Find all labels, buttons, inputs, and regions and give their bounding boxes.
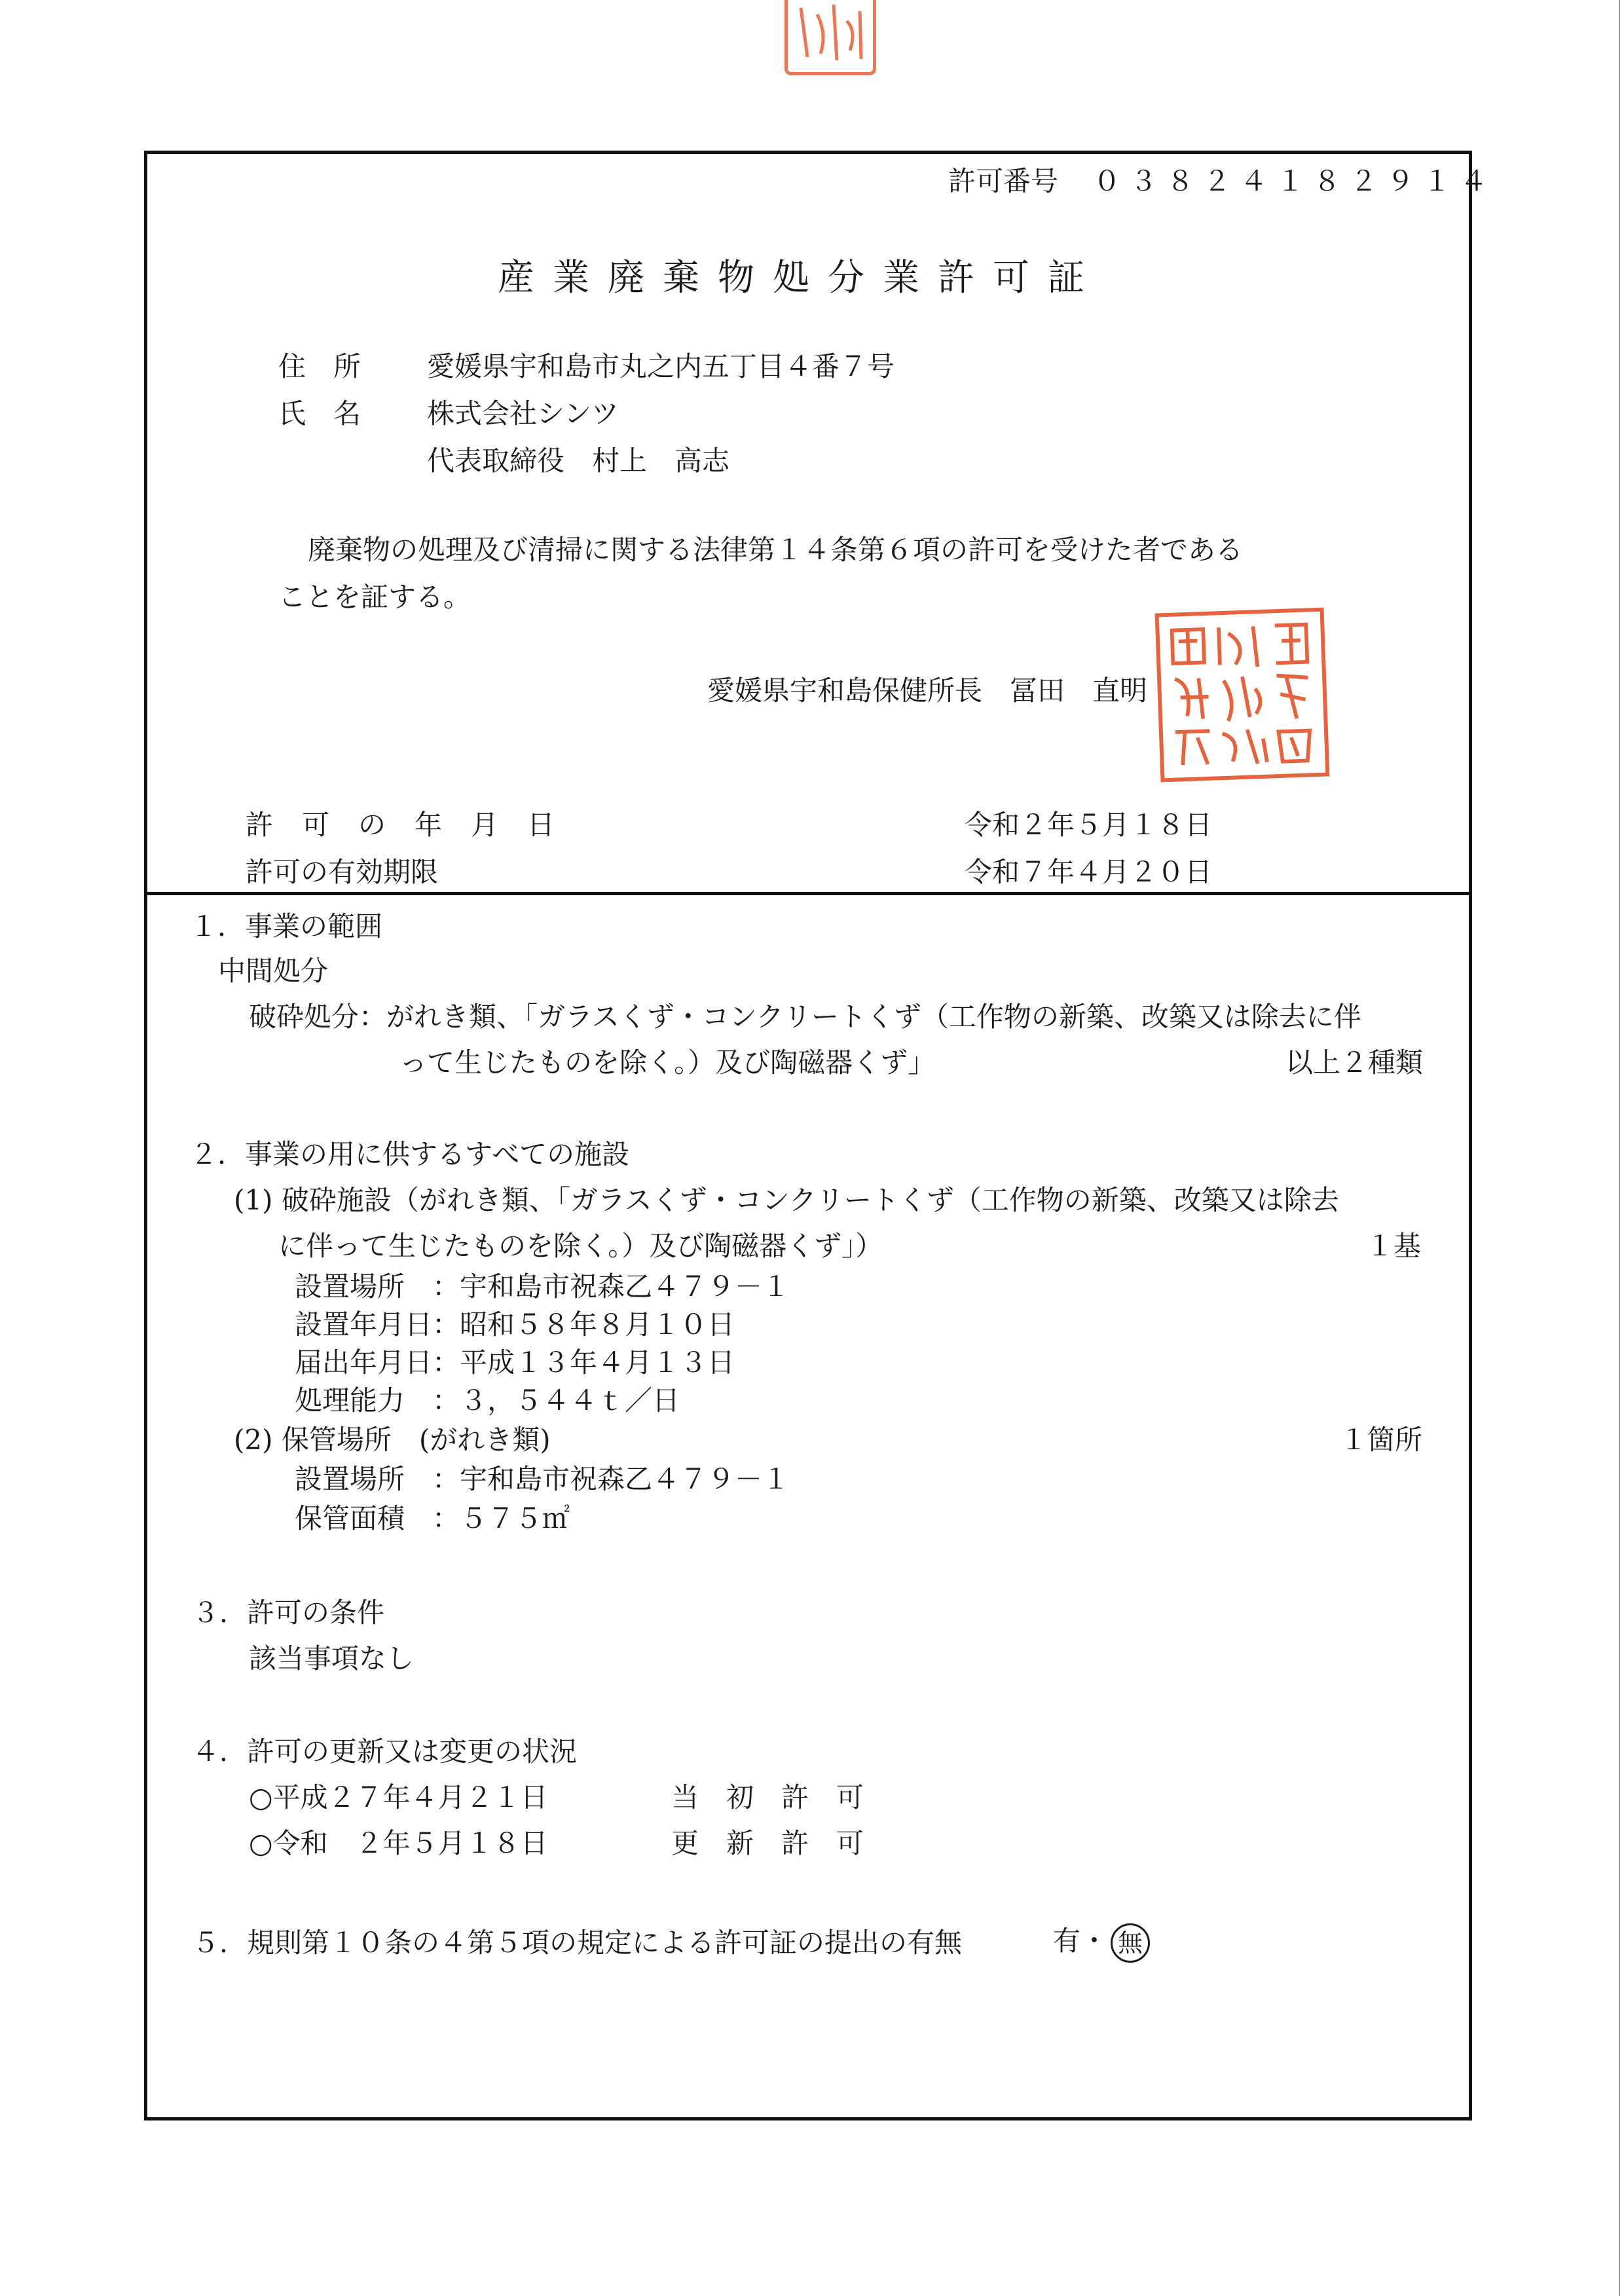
facility-2-count: １箇所 (1340, 1424, 1423, 1456)
permit-number-label: 許可番号 (948, 165, 1059, 197)
section-1-subheading: 中間処分 (218, 955, 329, 987)
section-divider (144, 892, 1472, 895)
facility-1-installed: 設置年月日：昭和５８年８月１０日 (295, 1308, 735, 1341)
name-label: 氏 名 (278, 398, 361, 430)
section-2-heading: ２．事業の用に供するすべての施設 (190, 1138, 630, 1170)
scan-edge-line (1619, 0, 1620, 2296)
submission-no-circled: 無 (1111, 1923, 1150, 1963)
facility-2-location: 設置場所 ：宇和島市祝森乙４７９－１ (295, 1463, 790, 1495)
section-3-body: 該当事項なし (249, 1642, 415, 1675)
facility-1-notified: 届出年月日：平成１３年４月１３日 (295, 1346, 735, 1379)
history-type-1: 当初許可 (671, 1781, 892, 1813)
facility-1-line-1: (1) 破砕施設（がれき類、「ガラスくず・コンクリートくず（工作物の新築、改築又は除去 (234, 1184, 1339, 1216)
expiry-label: 許可の有効期限 (246, 856, 439, 888)
partial-seal-stamp (784, 0, 876, 75)
address-label: 住 所 (278, 350, 361, 382)
address-value: 愛媛県宇和島市丸之内五丁目４番７号 (427, 350, 895, 382)
certification-line-2: ことを証する。 (278, 581, 471, 613)
facility-2-line-1: (2) 保管場所 (がれき類) (234, 1424, 551, 1456)
certificate-frame (144, 151, 1472, 2120)
history-type-2: 更新許可 (671, 1827, 892, 1859)
official-seal (1155, 608, 1330, 783)
submission-yes: 有・ (1053, 1925, 1109, 1957)
section-3-heading: ３．許可の条件 (192, 1597, 385, 1629)
company-name: 株式会社シンツ (427, 398, 619, 430)
submission-choice (1053, 1923, 1150, 1963)
certification-line-1: 廃棄物の処理及び清掃に関する法律第１４条第６項の許可を受けた者である (308, 534, 1244, 566)
section-4-heading: ４．許可の更新又は変更の状況 (192, 1735, 578, 1768)
permit-date-label-text: 許可の年月日 (246, 809, 584, 841)
section-1-count: 以上２種類 (1285, 1046, 1424, 1079)
issuer-name: 愛媛県宇和島保健所長 冨田 直明 (707, 675, 1148, 707)
section-1-line-2: って生じたものを除く。）及び陶磁器くず」 (399, 1046, 936, 1079)
permit-date-value: 令和２年５月１８日 (965, 809, 1213, 841)
expiry-value: 令和７年４月２０日 (965, 856, 1213, 888)
history-date-2: ○令和 ２年５月１８日 (249, 1827, 548, 1859)
permit-number-value: ０３８２４１８２９１４ (1093, 165, 1497, 197)
facility-1-location: 設置場所 ：宇和島市祝森乙４７９－１ (295, 1270, 790, 1303)
section-1-heading: １．事業の範囲 (190, 910, 383, 942)
facility-1-capacity: 処理能力 ：３，５４４ｔ／日 (295, 1384, 680, 1416)
facility-2-area: 保管面積 ：５７５㎡ (295, 1502, 570, 1534)
facility-1-count: １基 (1366, 1230, 1422, 1262)
facility-1-line-2: に伴って生じたものを除く。）及び陶磁器くず」） (278, 1230, 883, 1262)
permit-date-label (246, 809, 586, 842)
history-date-1: ○平成２７年４月２１日 (249, 1781, 548, 1813)
document-title: 産業廃棄物処分業許可証 (498, 257, 1103, 299)
permit-number (948, 165, 1496, 198)
representative-name: 代表取締役 村上 高志 (427, 445, 730, 477)
section-5-text: ５．規則第１０条の４第５項の規定による許可証の提出の有無 (192, 1927, 963, 1959)
section-1-line-1: 破砕処分：がれき類、「ガラスくず・コンクリートくず（工作物の新築、改築又は除去に伴 (249, 1001, 1361, 1033)
